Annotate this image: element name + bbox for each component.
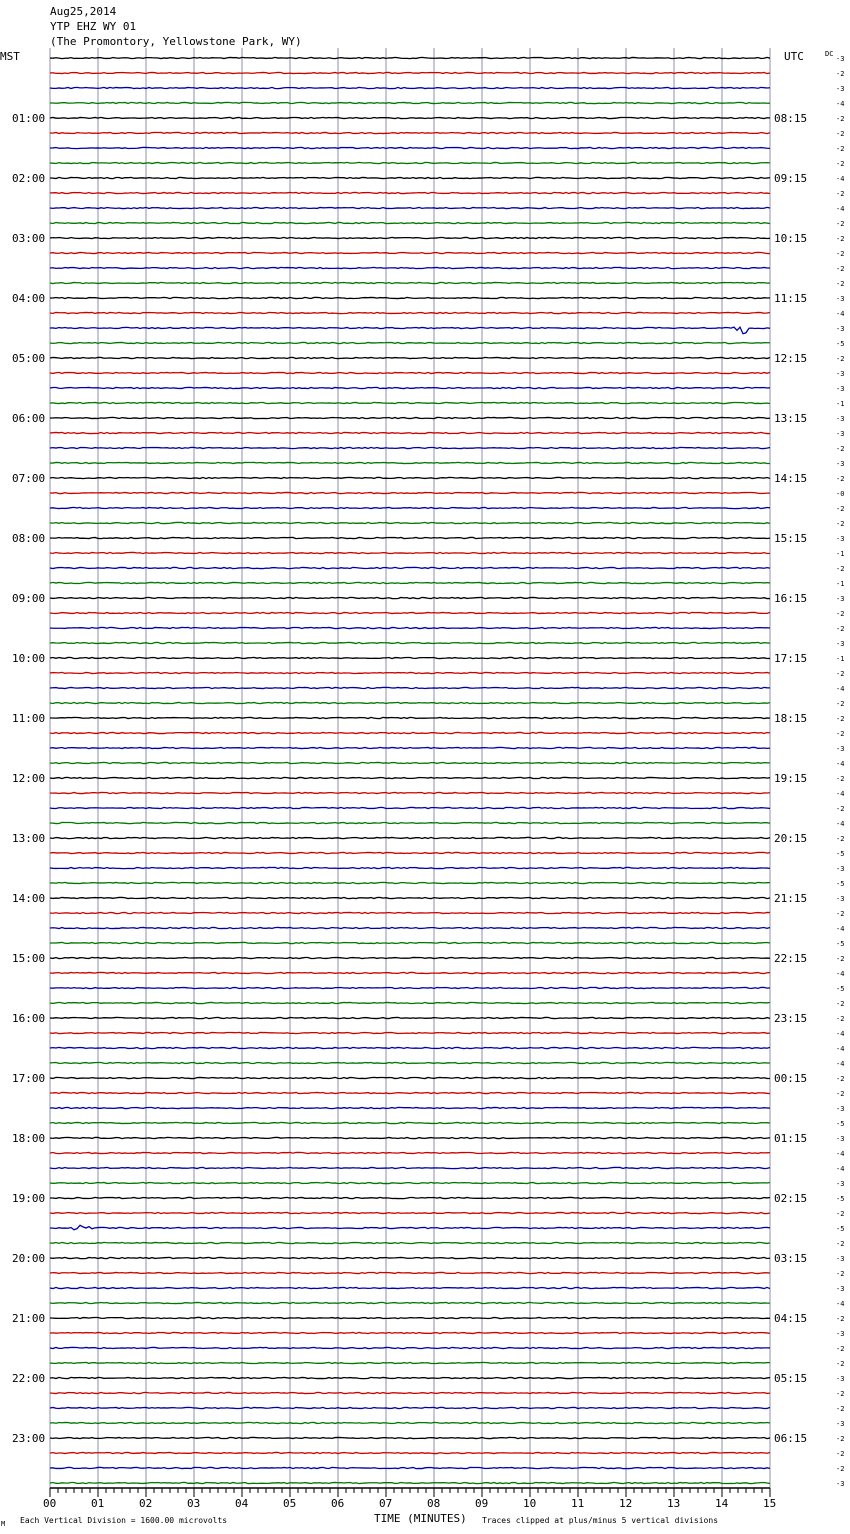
- mst-hour-label: 16:00: [12, 1012, 46, 1025]
- dc-offset-label: -4: [836, 820, 845, 828]
- utc-hour-label: 22:15: [774, 952, 808, 965]
- dc-offset-label: -5: [836, 340, 845, 348]
- utc-hour-label: 06:15: [774, 1432, 808, 1445]
- trace-row: [50, 1212, 770, 1213]
- dc-offset-label: -3: [836, 1420, 845, 1428]
- dc-offset-label: -4: [836, 1300, 845, 1308]
- mst-hour-label: 05:00: [12, 352, 46, 365]
- station-location: (The Promontory, Yellowstone Park, WY): [50, 35, 302, 48]
- mst-hour-label: 18:00: [12, 1132, 46, 1145]
- trace-row: [50, 117, 770, 118]
- dc-offset-label: -2: [836, 475, 845, 483]
- dc-offset-label: -4: [836, 1060, 845, 1068]
- x-tick-label: 13: [667, 1497, 681, 1510]
- dc-offset-label: -3: [836, 745, 845, 753]
- dc-offset-label: -3: [836, 385, 845, 393]
- dc-offset-label: -2: [836, 190, 845, 198]
- dc-offset-label: -4: [836, 1030, 845, 1038]
- trace-row: [50, 417, 770, 418]
- dc-offset-label: -3: [836, 370, 845, 378]
- utc-hour-label: 04:15: [774, 1312, 808, 1325]
- trace-row: [50, 1272, 770, 1273]
- dc-offset-label: -3: [836, 1105, 845, 1113]
- trace-row: [50, 387, 770, 388]
- mst-hour-label: 12:00: [12, 772, 46, 785]
- dc-offset-label: -2: [836, 160, 845, 168]
- utc-hour-label: 18:15: [774, 712, 808, 725]
- trace-row: [50, 672, 770, 673]
- trace-row: [50, 612, 770, 613]
- trace-row: [50, 1377, 770, 1378]
- x-tick-label: 02: [139, 1497, 153, 1510]
- dc-offset-label: -4: [836, 100, 845, 108]
- dc-offset-label: -3: [836, 55, 845, 63]
- dc-offset-label: -3: [836, 640, 845, 648]
- dc-offset-label: -2: [836, 1345, 845, 1353]
- dc-offset-label: -4: [836, 310, 845, 318]
- dc-offset-label: -2: [836, 265, 845, 273]
- x-tick-label: 00: [43, 1497, 57, 1510]
- dc-offset-label: -1: [836, 400, 845, 408]
- trace-row: [50, 582, 770, 583]
- utc-hour-label: 11:15: [774, 292, 808, 305]
- trace-row: [50, 1197, 770, 1198]
- trace-row: [50, 222, 770, 223]
- mst-hour-label: 07:00: [12, 472, 46, 485]
- dc-offset-label: -4: [836, 1165, 845, 1173]
- trace-row: [50, 132, 770, 133]
- dc-offset-label: -2: [836, 115, 845, 123]
- trace-row: [50, 192, 770, 193]
- trace-row: [50, 1317, 770, 1318]
- trace-row: [50, 1225, 770, 1229]
- x-tick-label: 06: [331, 1497, 345, 1510]
- trace-row: [50, 1407, 770, 1408]
- dc-offset-label: -4: [836, 760, 845, 768]
- trace-row: [50, 267, 770, 268]
- trace-row: [50, 1137, 770, 1138]
- x-tick-label: 09: [475, 1497, 489, 1510]
- dc-offset-label: -0: [836, 490, 845, 498]
- station-name: YTP EHZ WY 01: [50, 20, 137, 33]
- dc-offset-label: -5: [836, 1225, 845, 1233]
- trace-row: [50, 1392, 770, 1393]
- dc-offset-label: -2: [836, 715, 845, 723]
- dc-offset-label: -2: [836, 70, 845, 78]
- dc-offset-label: -2: [836, 1000, 845, 1008]
- trace-row: [50, 537, 770, 538]
- mst-hour-label: 17:00: [12, 1072, 46, 1085]
- trace-row: [50, 717, 770, 718]
- trace-row: [50, 882, 770, 883]
- trace-row: [50, 1122, 770, 1123]
- dc-offset-label: -2: [836, 610, 845, 618]
- dc-offset-label: -2: [836, 1270, 845, 1278]
- dc-offset-label: -3: [836, 895, 845, 903]
- utc-hour-label: 13:15: [774, 412, 808, 425]
- dc-offset-label: -4: [836, 925, 845, 933]
- dc-offset-label: -2: [836, 565, 845, 573]
- trace-row: [50, 177, 770, 178]
- plot-date: Aug25,2014: [50, 5, 117, 18]
- mst-hour-label: 10:00: [12, 652, 46, 665]
- trace-row: [50, 1332, 770, 1333]
- dc-offset-label: -2: [836, 1015, 845, 1023]
- trace-row: [50, 687, 770, 688]
- x-tick-label: 12: [619, 1497, 633, 1510]
- trace-row: [50, 1062, 770, 1063]
- trace-row: [50, 777, 770, 778]
- utc-hour-label: 02:15: [774, 1192, 808, 1205]
- utc-hour-label: 01:15: [774, 1132, 808, 1145]
- mst-hour-label: 20:00: [12, 1252, 46, 1265]
- dc-offset-label: -3: [836, 595, 845, 603]
- dc-offset-label: -3: [836, 85, 845, 93]
- dc-offset-label: -2: [836, 1465, 845, 1473]
- utc-hour-label: 03:15: [774, 1252, 808, 1265]
- dc-offset-label: -2: [836, 670, 845, 678]
- dc-offset-label: -2: [836, 1090, 845, 1098]
- dc-offset-label: -2: [836, 1435, 845, 1443]
- utc-hour-label: 16:15: [774, 592, 808, 605]
- trace-row: [50, 912, 770, 913]
- dc-offset-label: -3: [836, 1285, 845, 1293]
- x-axis-title: TIME (MINUTES): [374, 1512, 467, 1525]
- trace-row: [50, 942, 770, 943]
- utc-hour-label: 17:15: [774, 652, 808, 665]
- trace-row: [50, 357, 770, 358]
- trace-row: [50, 1032, 770, 1033]
- trace-row: [50, 1152, 770, 1153]
- dc-offset-label: -2: [836, 145, 845, 153]
- trace-row: [50, 327, 770, 334]
- dc-offset-label: -5: [836, 1195, 845, 1203]
- x-tick-label: 14: [715, 1497, 729, 1510]
- dc-offset-label: -2: [836, 445, 845, 453]
- dc-offset-label: -4: [836, 685, 845, 693]
- utc-hour-label: 10:15: [774, 232, 808, 245]
- x-tick-label: 10: [523, 1497, 537, 1510]
- dc-offset-label: -2: [836, 1450, 845, 1458]
- mst-hour-label: 13:00: [12, 832, 46, 845]
- x-tick-label: 07: [379, 1497, 393, 1510]
- dc-offset-label: -2: [836, 220, 845, 228]
- dc-offset-label: -1: [836, 580, 845, 588]
- dc-offset-label: -2: [836, 130, 845, 138]
- clip-note: Traces clipped at plus/minus 5 vertical divisions: [482, 1516, 719, 1525]
- trace-row: [50, 1182, 770, 1183]
- trace-row: [50, 1167, 770, 1168]
- utc-hour-label: 21:15: [774, 892, 808, 905]
- mst-hour-label: 22:00: [12, 1372, 46, 1385]
- dc-offset-label: -3: [836, 460, 845, 468]
- corner-mark: M: [1, 1520, 6, 1528]
- dc-offset-label: -2: [836, 955, 845, 963]
- dc-offset-label: -2: [836, 250, 845, 258]
- dc-offset-label: -2: [836, 805, 845, 813]
- dc-offset-label: -2: [836, 700, 845, 708]
- dc-offset-label: -4: [836, 205, 845, 213]
- trace-row: [50, 852, 770, 853]
- trace-row: [50, 312, 770, 313]
- dc-offset-label: -2: [836, 1240, 845, 1248]
- trace-row: [50, 702, 770, 703]
- trace-row: [50, 207, 770, 208]
- dc-offset-label: -2: [836, 910, 845, 918]
- dc-offset-label: -2: [836, 835, 845, 843]
- trace-row: [50, 837, 770, 838]
- dc-offset-label: -3: [836, 1255, 845, 1263]
- trace-row: [50, 492, 770, 493]
- x-tick-label: 08: [427, 1497, 441, 1510]
- trace-row: [50, 987, 770, 988]
- x-tick-label: 03: [187, 1497, 201, 1510]
- dc-offset-label: -4: [836, 1150, 845, 1158]
- mst-hour-label: 11:00: [12, 712, 46, 725]
- mst-hour-label: 19:00: [12, 1192, 46, 1205]
- trace-row: [50, 807, 770, 808]
- trace-row: [50, 1347, 770, 1348]
- trace-row: [50, 462, 770, 463]
- dc-offset-label: -2: [836, 730, 845, 738]
- dc-offset-label: -3: [836, 1135, 845, 1143]
- mst-hour-label: 09:00: [12, 592, 46, 605]
- trace-row: [50, 252, 770, 253]
- trace-row: [50, 1242, 770, 1243]
- right-timezone-label: UTC: [784, 50, 804, 63]
- dc-offset-label: -5: [836, 1120, 845, 1128]
- trace-row: [50, 147, 770, 148]
- trace-row: [50, 972, 770, 973]
- dc-offset-label: -4: [836, 970, 845, 978]
- dc-offset-label: -2: [836, 1360, 845, 1368]
- utc-hour-label: 05:15: [774, 1372, 808, 1385]
- mst-hour-label: 21:00: [12, 1312, 46, 1325]
- trace-row: [50, 432, 770, 433]
- utc-hour-label: 15:15: [774, 532, 808, 545]
- mst-hour-label: 04:00: [12, 292, 46, 305]
- trace-row: [50, 342, 770, 343]
- x-tick-label: 11: [571, 1497, 585, 1510]
- dc-offset-label: -5: [836, 850, 845, 858]
- dc-offset-label: -3: [836, 430, 845, 438]
- x-tick-label: 04: [235, 1497, 249, 1510]
- dc-offset-label: -2: [836, 625, 845, 633]
- trace-row: [50, 1452, 770, 1453]
- trace-row: [50, 237, 770, 238]
- trace-row: [50, 297, 770, 298]
- trace-row: [50, 87, 770, 88]
- utc-hour-label: 14:15: [774, 472, 808, 485]
- dc-offset-label: -2: [836, 775, 845, 783]
- trace-row: [50, 72, 770, 73]
- trace-row: [50, 867, 770, 868]
- trace-row: [50, 762, 770, 763]
- dc-offset-label: -2: [836, 1075, 845, 1083]
- scale-note: Each Vertical Division = 1600.00 microvolts: [20, 1516, 228, 1525]
- trace-row: [50, 447, 770, 448]
- utc-hour-label: 20:15: [774, 832, 808, 845]
- mst-hour-label: 06:00: [12, 412, 46, 425]
- dc-offset-label: -1: [836, 550, 845, 558]
- mst-hour-label: 14:00: [12, 892, 46, 905]
- trace-row: [50, 1257, 770, 1258]
- trace-row: [50, 957, 770, 958]
- mst-hour-label: 02:00: [12, 172, 46, 185]
- mst-hour-label: 01:00: [12, 112, 46, 125]
- dc-offset-label: -3: [836, 1375, 845, 1383]
- trace-row: [50, 282, 770, 283]
- trace-row: [50, 102, 770, 103]
- dc-offset-label: -3: [836, 535, 845, 543]
- trace-row: [50, 372, 770, 373]
- trace-row: [50, 402, 770, 403]
- mst-hour-label: 03:00: [12, 232, 46, 245]
- dc-offset-label: -2: [836, 1315, 845, 1323]
- dc-offset-label: -3: [836, 1180, 845, 1188]
- trace-row: [50, 507, 770, 508]
- trace-row: [50, 897, 770, 898]
- dc-offset-label: -2: [836, 355, 845, 363]
- trace-row: [50, 657, 770, 658]
- trace-row: [50, 162, 770, 163]
- x-tick-label: 01: [91, 1497, 105, 1510]
- trace-row: [50, 1002, 770, 1003]
- trace-row: [50, 642, 770, 643]
- trace-row: [50, 1302, 770, 1303]
- dc-offset-label: -5: [836, 985, 845, 993]
- dc-offset-label: -1: [836, 655, 845, 663]
- x-axis: [43, 1488, 776, 1510]
- trace-row: [50, 1287, 770, 1288]
- trace-row: [50, 1047, 770, 1048]
- trace-row: [50, 792, 770, 793]
- trace-row: [50, 1362, 770, 1363]
- trace-row: [50, 927, 770, 928]
- trace-row: [50, 1422, 770, 1423]
- trace-row: [50, 1017, 770, 1018]
- dc-offset-label: -2: [836, 1390, 845, 1398]
- mst-hour-label: 15:00: [12, 952, 46, 965]
- dc-offset-label: -3: [836, 1480, 845, 1488]
- trace-row: [50, 1077, 770, 1078]
- trace-row: [50, 477, 770, 478]
- utc-hour-label: 09:15: [774, 172, 808, 185]
- dc-offset-label: -2: [836, 1210, 845, 1218]
- trace-row: [50, 627, 770, 628]
- dc-offset-label: -2: [836, 1405, 845, 1413]
- mst-hour-label: 23:00: [12, 1432, 46, 1445]
- dc-offset-label: -3: [836, 1330, 845, 1338]
- utc-hour-label: 19:15: [774, 772, 808, 785]
- trace-row: [50, 1467, 770, 1468]
- utc-hour-label: 00:15: [774, 1072, 808, 1085]
- trace-row: [50, 522, 770, 523]
- left-timezone-label: MST: [0, 50, 20, 63]
- dc-label: DC: [825, 50, 834, 58]
- trace-row: [50, 732, 770, 733]
- dc-offset-label: -4: [836, 790, 845, 798]
- dc-offset-label: -5: [836, 940, 845, 948]
- dc-offset-label: -2: [836, 505, 845, 513]
- trace-row: [50, 1482, 770, 1483]
- dc-offset-label: -5: [836, 880, 845, 888]
- utc-hour-label: 12:15: [774, 352, 808, 365]
- mst-hour-label: 08:00: [12, 532, 46, 545]
- trace-row: [50, 822, 770, 823]
- trace-row: [50, 57, 770, 58]
- trace-row: [50, 1092, 770, 1093]
- trace-row: [50, 552, 770, 553]
- dc-offset-label: -2: [836, 235, 845, 243]
- trace-row: [50, 747, 770, 748]
- x-tick-label: 05: [283, 1497, 297, 1510]
- dc-offset-label: -4: [836, 1045, 845, 1053]
- dc-offset-label: -4: [836, 175, 845, 183]
- trace-row: [50, 1437, 770, 1438]
- x-tick-label: 15: [763, 1497, 777, 1510]
- trace-row: [50, 1107, 770, 1108]
- dc-offset-label: -3: [836, 865, 845, 873]
- dc-offset-label: -3: [836, 415, 845, 423]
- dc-offset-label: -2: [836, 520, 845, 528]
- utc-hour-label: 23:15: [774, 1012, 808, 1025]
- dc-offset-label: -2: [836, 280, 845, 288]
- dc-offset-label: -3: [836, 325, 845, 333]
- trace-rows: [12, 55, 844, 1488]
- trace-row: [50, 597, 770, 598]
- trace-row: [50, 567, 770, 568]
- dc-offset-label: -3: [836, 295, 845, 303]
- utc-hour-label: 08:15: [774, 112, 808, 125]
